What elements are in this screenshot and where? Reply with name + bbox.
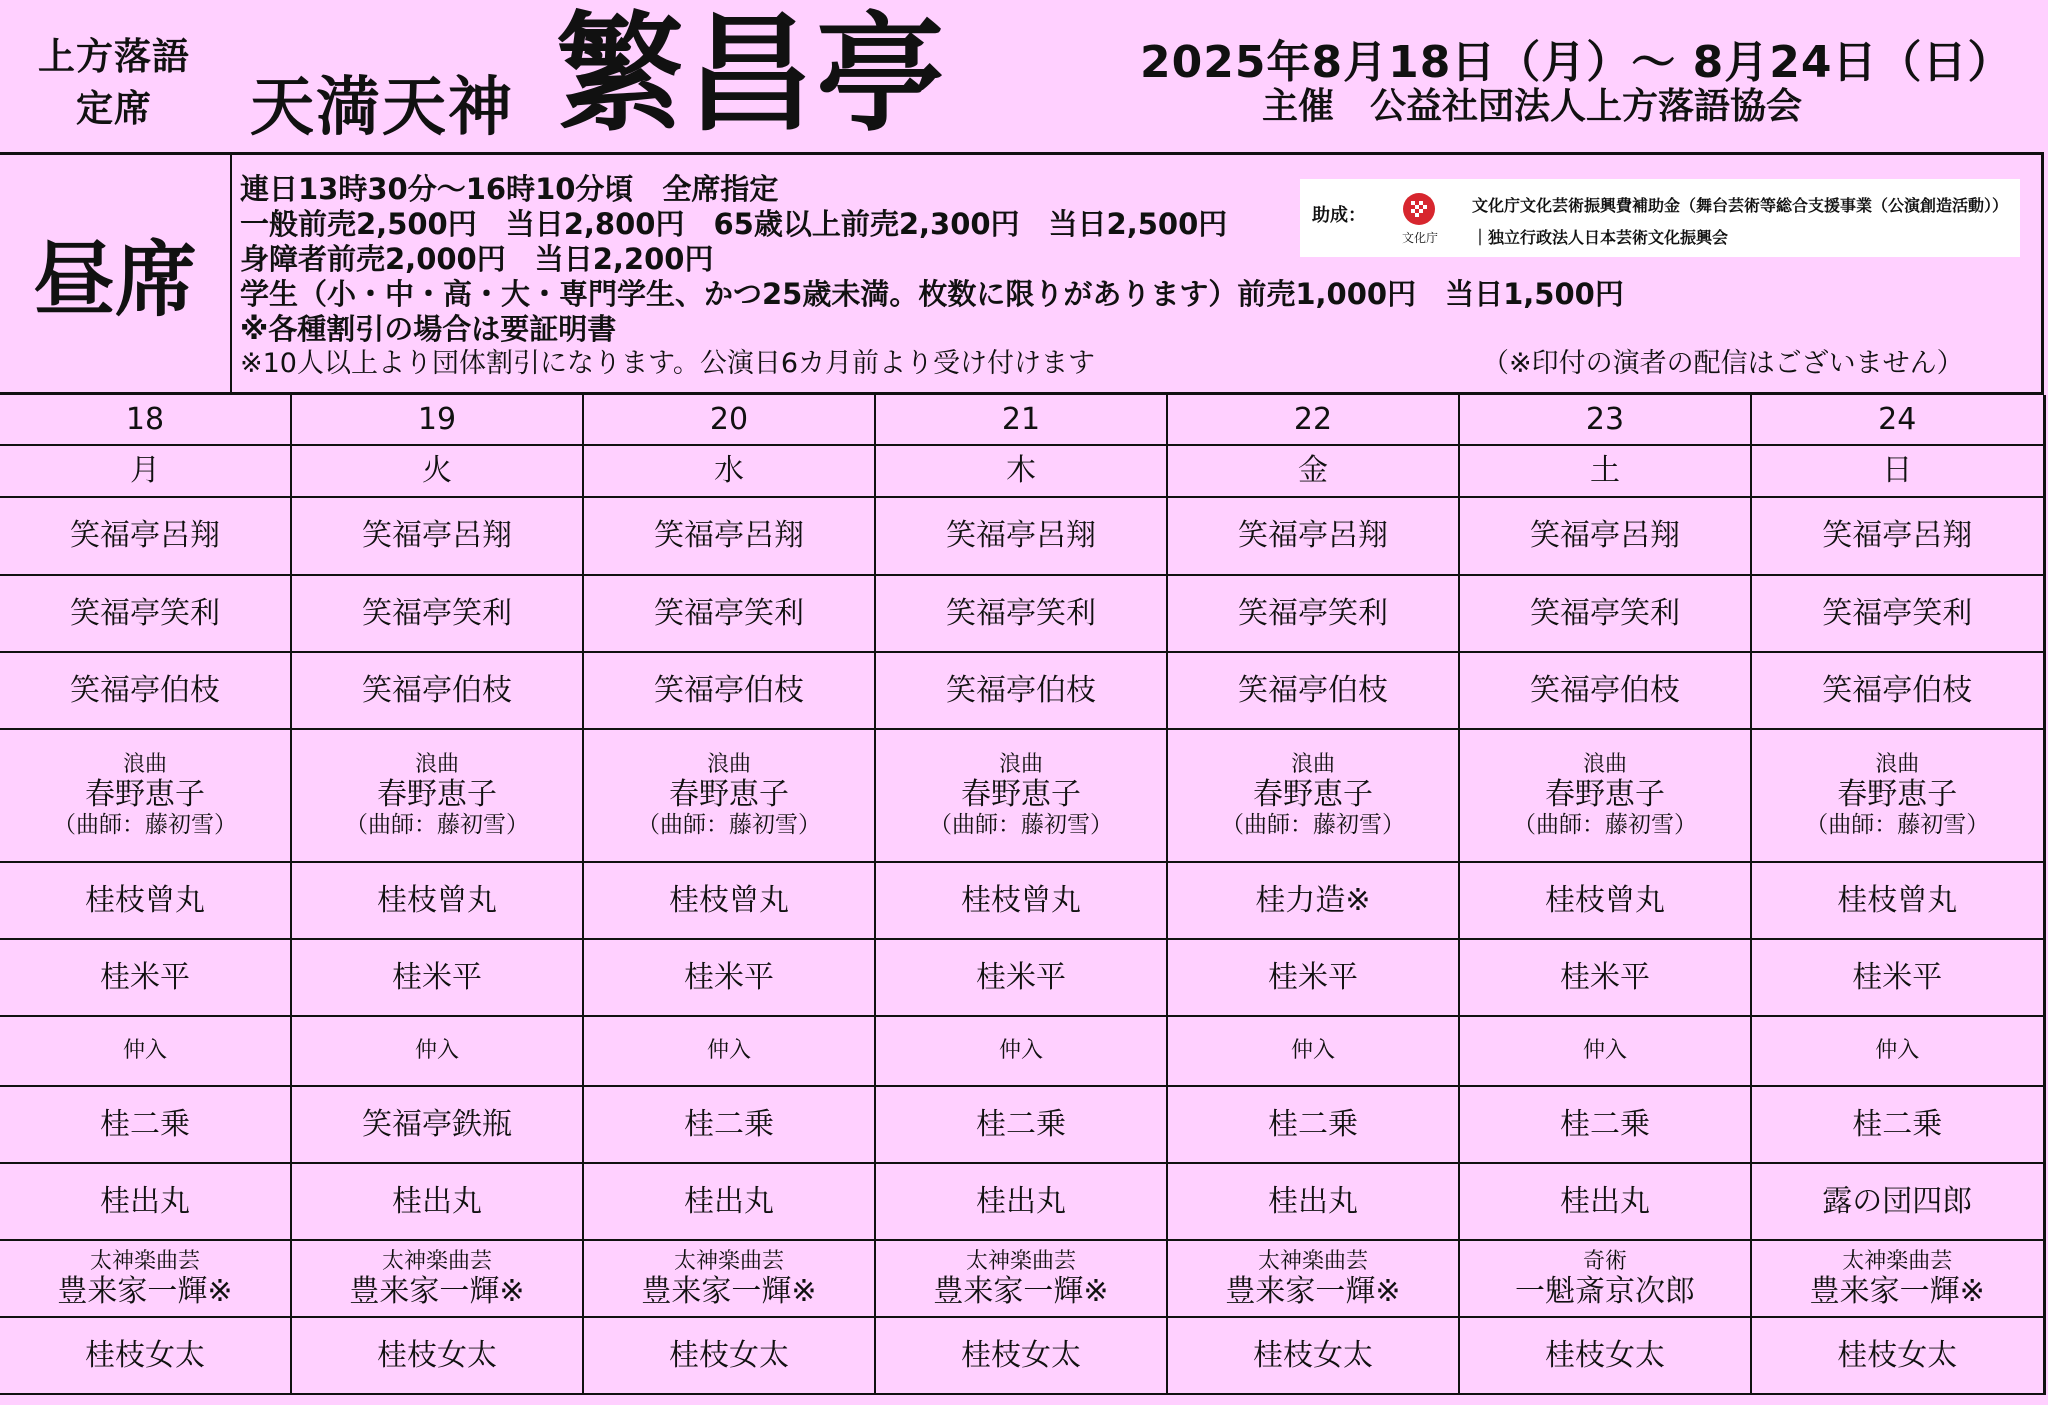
performer-cell [0,652,291,729]
performer-row [0,1317,2044,1394]
performer-genre: 浪曲 [1582,752,1627,777]
intermission-label: 仲入 [998,1038,1043,1063]
weekday-cell: 木 [875,445,1167,497]
performer-genre: 太神楽曲芸 [1842,1248,1953,1274]
performer-cell [291,497,583,575]
date-cell: 21 [875,395,1167,445]
performer-cell [1167,1317,1459,1394]
performer-genre: 浪曲 [706,752,751,777]
performer-cell [1751,1163,2044,1240]
performer-cell [583,1016,875,1086]
grant-logo-text: 文化庁 [1401,231,1438,245]
performer-cell [0,1240,291,1317]
date-cell: 19 [291,395,583,445]
performer-genre: 浪曲 [998,752,1043,777]
performer-name: 豊来家一輝※ [1809,1273,1985,1309]
grant-box [1300,179,2020,257]
performer-row [0,1163,2044,1240]
performer-cell [583,1163,875,1240]
performer-name: 笑福亭笑利 [1530,595,1680,631]
performer-cell [1167,1086,1459,1163]
performer-name: 露の団四郎 [1822,1183,1973,1219]
performer-name: 春野恵子 [669,777,789,812]
info-line-student-prices: 学生（小・中・高・大・専門学生、かつ25歳未満。枚数に限りがあります）前売1,000円 当日1,500円 [240,277,1624,311]
performer-row [0,652,2044,729]
performer-cell [583,1317,875,1394]
info-section [0,152,2044,395]
header [0,0,2048,152]
performer-name: 笑福亭笑利 [1238,595,1388,631]
performer-cell [291,939,583,1016]
performer-name: 桂米平 [392,959,482,995]
performer-cell [291,1016,583,1086]
performer-name: 桂二乗 [1560,1106,1650,1142]
performer-cell [583,862,875,939]
intermission-label: 仲入 [414,1038,459,1063]
performer-name: 桂枝女太 [1545,1337,1665,1373]
genre-label: 上方落語 [38,35,190,78]
performer-cell [1459,1163,1751,1240]
performer-name: 春野恵子 [1545,777,1665,812]
performer-name: 春野恵子 [1253,777,1373,812]
performer-name: 桂出丸 [1268,1183,1358,1219]
performer-name: 笑福亭伯枝 [70,672,220,708]
no-stream-note: （※印付の演者の配信はございません） [1482,348,1964,379]
performer-cell [1751,729,2044,862]
performer-cell [1459,497,1751,575]
performer-cell [1459,575,1751,652]
performer-cell [291,1086,583,1163]
performer-name: 桂米平 [100,959,190,995]
performer-accompanist: （曲師：藤初雪） [637,812,821,838]
performer-cell [875,1317,1167,1394]
grant-line-subsidy: 文化庁文化芸術振興費補助金（舞台芸術等総合支援事業（公演創造活動）） [1472,196,2009,215]
performer-name: 桂米平 [1560,959,1650,995]
info-line-prices: 一般前売2,500円 当日2,800円 65歳以上前売2,300円 当日2,500円 [240,207,1228,241]
genre-sublabel: 定席 [76,87,152,130]
performer-genre: 浪曲 [1875,752,1920,777]
performer-cell [1459,1317,1751,1394]
performer-name: 一魁斎京次郎 [1515,1273,1695,1309]
performer-cell [583,652,875,729]
performer-name: 桂出丸 [684,1183,774,1219]
performer-name: 桂枝女太 [377,1337,497,1373]
performer-cell [0,939,291,1016]
performer-cell [0,1317,291,1394]
performer-cell [1751,652,2044,729]
performer-cell [875,575,1167,652]
performer-name: 笑福亭笑利 [654,595,804,631]
performer-genre: 太神楽曲芸 [381,1248,492,1274]
performer-name: 春野恵子 [1837,777,1958,812]
info-line-discount-note: ※各種割引の場合は要証明書 [240,312,617,346]
grant-label: 助成： [1312,205,1366,226]
performer-cell [1751,939,2044,1016]
weekday-cell: 月 [0,445,291,497]
performer-cell [0,1016,291,1086]
performer-name: 豊来家一輝※ [641,1273,817,1309]
performer-cell [1167,729,1459,862]
performer-cell [1167,652,1459,729]
performer-name: 桂米平 [1852,959,1943,995]
schedule-table [0,395,2046,1395]
performer-cell [1751,1016,2044,1086]
performer-cell [0,575,291,652]
performer-cell [291,1240,583,1317]
performer-name: 桂出丸 [1560,1183,1650,1219]
performer-name: 桂米平 [976,959,1066,995]
date-cell: 18 [0,395,291,445]
performer-cell [1167,1163,1459,1240]
performer-name: 桂枝曾丸 [961,882,1081,918]
performer-genre: 浪曲 [1290,752,1335,777]
intermission-label: 仲入 [1875,1038,1920,1063]
performer-cell [1167,497,1459,575]
performer-cell [875,939,1167,1016]
performer-name: 笑福亭伯枝 [1530,672,1680,708]
performer-cell [1167,862,1459,939]
performer-cell [0,1086,291,1163]
performer-row [0,1016,2044,1086]
performer-name: 桂出丸 [100,1183,190,1219]
performer-row [0,729,2044,862]
performer-name: 桂二乗 [1268,1106,1358,1142]
performer-genre: 太神楽曲芸 [965,1248,1076,1274]
performer-name: 春野恵子 [961,777,1081,812]
performer-cell [1751,575,2044,652]
info-line-group-note: ※10人以上より団体割引になります。公演日6カ月前より受け付けます [240,348,1095,379]
performer-cell [291,652,583,729]
performer-cell [0,1163,291,1240]
performer-cell [1459,652,1751,729]
grant-line-fund: ｜独立行政法人日本芸術文化振興会 [1472,228,1729,247]
performer-name: 笑福亭呂翔 [1822,518,1973,553]
performer-name: 桂力造※ [1255,882,1371,918]
intermission-label: 仲入 [1290,1038,1335,1063]
date-row [0,395,2044,445]
performer-accompanist: （曲師：藤初雪） [53,812,237,838]
performer-cell [1751,497,2044,575]
performer-name: 桂枝曾丸 [85,882,205,918]
performer-name: 豊来家一輝※ [349,1273,525,1309]
performer-cell [291,1317,583,1394]
performer-name: 桂枝女太 [961,1337,1081,1373]
performer-cell [1167,575,1459,652]
performer-accompanist: （曲師：藤初雪） [1805,812,1990,838]
performer-name: 桂出丸 [392,1183,482,1219]
performer-cell [1167,939,1459,1016]
performer-cell [291,729,583,862]
date-cell: 24 [1751,395,2044,445]
performer-cell [1459,1086,1751,1163]
performer-name: 笑福亭伯枝 [362,672,512,708]
performer-cell [291,575,583,652]
info-line-time: 連日13時30分～16時10分頃 全席指定 [240,172,779,206]
performer-cell [1459,939,1751,1016]
performer-cell [583,729,875,862]
performer-row [0,862,2044,939]
performer-cell [875,862,1167,939]
performer-name: 笑福亭伯枝 [654,672,804,708]
performer-genre: 太神楽曲芸 [1257,1248,1368,1274]
performer-name: 笑福亭伯枝 [1822,672,1973,708]
venue-prefix: 天満天神 [250,70,514,145]
performer-name: 笑福亭伯枝 [1238,672,1388,708]
performer-name: 豊来家一輝※ [57,1273,233,1309]
performer-cell [1751,1086,2044,1163]
performer-cell [1751,1240,2044,1317]
date-cell: 20 [583,395,875,445]
performer-cell [875,1163,1167,1240]
weekday-cell: 土 [1459,445,1751,497]
performer-name: 桂米平 [684,959,774,995]
performer-accompanist: （曲師：藤初雪） [1221,812,1405,838]
performer-cell [1459,1016,1751,1086]
performer-name: 笑福亭伯枝 [946,672,1096,708]
performer-name: 笑福亭呂翔 [362,518,512,553]
performer-cell [875,497,1167,575]
performer-name: 豊来家一輝※ [933,1273,1109,1309]
performer-name: 笑福亭笑利 [362,595,512,631]
performer-cell [1459,1240,1751,1317]
performer-cell [583,939,875,1016]
intermission-label: 仲入 [1582,1038,1627,1063]
weekday-cell: 日 [1751,445,2044,497]
intermission-label: 仲入 [122,1038,167,1063]
performer-name: 桂枝女太 [1837,1337,1958,1373]
performer-cell [1459,729,1751,862]
performer-name: 桂枝女太 [1253,1337,1373,1373]
performer-cell [583,497,875,575]
performer-name: 桂二乗 [1852,1106,1943,1142]
performer-cell [1459,862,1751,939]
intermission-label: 仲入 [706,1038,751,1063]
venue-name: 繁昌亭 [556,0,947,149]
performer-name: 笑福亭呂翔 [1238,518,1388,553]
weekday-cell: 金 [1167,445,1459,497]
date-range: 2025年8月18日（月）～ 8月24日（日） [1140,37,2013,88]
date-cell: 23 [1459,395,1751,445]
performer-cell [1751,1317,2044,1394]
performer-genre: 浪曲 [122,752,167,777]
weekday-cell: 火 [291,445,583,497]
performer-name: 春野恵子 [377,777,497,812]
performer-accompanist: （曲師：藤初雪） [929,812,1113,838]
performer-cell [1167,1016,1459,1086]
performer-name: 笑福亭笑利 [1822,595,1973,631]
performer-genre: 太神楽曲芸 [673,1248,784,1274]
performer-name: 笑福亭鉄瓶 [362,1106,512,1142]
performer-cell [1167,1240,1459,1317]
performer-name: 桂米平 [1268,959,1358,995]
performer-name: 笑福亭呂翔 [654,518,804,553]
info-line-disabled-prices: 身障者前売2,000円 当日2,200円 [240,242,714,276]
performer-cell [583,575,875,652]
performer-cell [583,1240,875,1317]
weekday-cell: 水 [583,445,875,497]
performer-name: 桂枝曾丸 [1837,882,1958,918]
performer-accompanist: （曲師：藤初雪） [1513,812,1697,838]
performer-cell [875,729,1167,862]
performer-row [0,1086,2044,1163]
performer-name: 桂枝曾丸 [669,882,789,918]
performer-name: 笑福亭笑利 [946,595,1096,631]
performer-row [0,939,2044,1016]
performer-name: 笑福亭呂翔 [946,518,1096,553]
performer-cell [875,1016,1167,1086]
performer-cell [875,1240,1167,1317]
performer-name: 桂枝女太 [85,1337,205,1373]
performer-name: 桂出丸 [976,1183,1066,1219]
performer-name: 桂枝曾丸 [377,882,497,918]
performer-cell [0,497,291,575]
performer-cell [0,729,291,862]
performer-name: 桂枝女太 [669,1337,789,1373]
performer-row [0,497,2044,575]
organizer: 主催 公益社団法人上方落語協会 [1262,86,1803,127]
performer-name: 桂二乗 [976,1106,1066,1142]
performer-cell [1751,862,2044,939]
performer-cell [875,652,1167,729]
performer-name: 豊来家一輝※ [1225,1273,1401,1309]
performer-cell [0,862,291,939]
performer-name: 桂二乗 [684,1106,774,1142]
performer-genre: 浪曲 [414,752,459,777]
date-cell: 22 [1167,395,1459,445]
weekday-row [0,445,2044,497]
session-label: 昼席 [0,155,232,392]
performer-cell [875,1086,1167,1163]
performer-genre: 太神楽曲芸 [89,1248,200,1274]
performer-cell [291,1163,583,1240]
performer-cell [291,862,583,939]
performer-cell [583,1086,875,1163]
performer-name: 桂枝曾丸 [1545,882,1665,918]
performer-name: 笑福亭呂翔 [1530,518,1680,553]
performer-name: 笑福亭笑利 [70,595,220,631]
performer-name: 笑福亭呂翔 [70,518,220,553]
performer-row [0,575,2044,652]
performer-accompanist: （曲師：藤初雪） [345,812,529,838]
performer-name: 春野恵子 [85,777,205,812]
performer-genre: 奇術 [1582,1248,1627,1274]
performer-name: 桂二乗 [100,1106,190,1142]
performer-row [0,1240,2044,1317]
